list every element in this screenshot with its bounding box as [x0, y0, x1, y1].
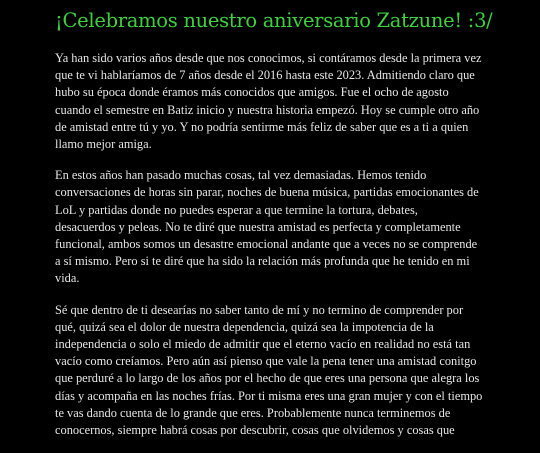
paragraph-2 [55, 167, 515, 287]
text-line: días y acompaña en las noches frías. Por ti misma eres una gran mujer y con el tiempo [55, 388, 483, 403]
paragraph-3 [55, 302, 515, 440]
post-body [55, 50, 515, 453]
post-title: ¡Celebramos nuestro aniversario Zatzune! :3/ [55, 9, 493, 32]
text-line: te vas dando cuenta de lo grande que eres. Probablemente nunca terminemos de [55, 405, 451, 420]
text-line: Sé que dentro de ti desearías no saber tanto de mí y no termino de comprender por [55, 302, 464, 317]
text-line: conocernos, siempre habrá cosas por descubrir, cosas que olvidemos y cosas que [55, 423, 455, 438]
text-line: independencia o solo el miedo de admitir que el eterno vacío en realidad no está tan [55, 337, 471, 352]
text-line: a sí mismo. Pero si te diré que ha sido la relación más profunda que he tenido en mi [55, 254, 470, 269]
text-line: vida. [55, 271, 80, 286]
text-line: desacuerdos y peleas. No te diré que nuestra amistad es perfecta y completamente [55, 219, 461, 234]
text-line: En estos años han pasado muchas cosas, tal vez demasiadas. Hemos tenido [55, 168, 427, 183]
text-line: qué, quizá sea el dolor de nuestra dependencia, quizá sea la impotencia de la [55, 319, 434, 334]
text-line: conversaciones de horas sin parar, noches de buena música, partidas emocionantes de [55, 185, 479, 200]
text-line: hubo su época donde éramos más conocidos que amigos. Fue el ocho de agosto [55, 85, 449, 100]
text-line: cuando el semestre en Batiz inicio y nuestra historia empezó. Hoy se cumple otro año [55, 102, 480, 117]
text-line: funcional, ambos somos un desastre emocional andante que a veces no se comprende [55, 237, 478, 252]
paragraph-1 [55, 50, 515, 153]
text-line: vacío como creíamos. Pero aún así pienso que vale la pena tener una amistad conitgo [55, 354, 477, 369]
text-line: LoL y partidas donde no puedes esperar a que termine la tortura, debates, [55, 202, 418, 217]
text-line: que te vi hablaríamos de 7 años desde el 2016 hasta este 2023. Admitiendo claro que [55, 68, 475, 83]
text-line: de amistad entre tú y yo. Y no podría sentirme más feliz de saber que es a ti a quien [55, 119, 469, 134]
text-line: llamo mejor amiga. [55, 137, 152, 152]
text-line: Ya han sido varios años desde que nos conocimos, si contáramos desde la primera vez [55, 51, 482, 65]
text-line: que perduré a lo largo de los años por el hecho de que eres una persona que alegra los [55, 371, 480, 386]
